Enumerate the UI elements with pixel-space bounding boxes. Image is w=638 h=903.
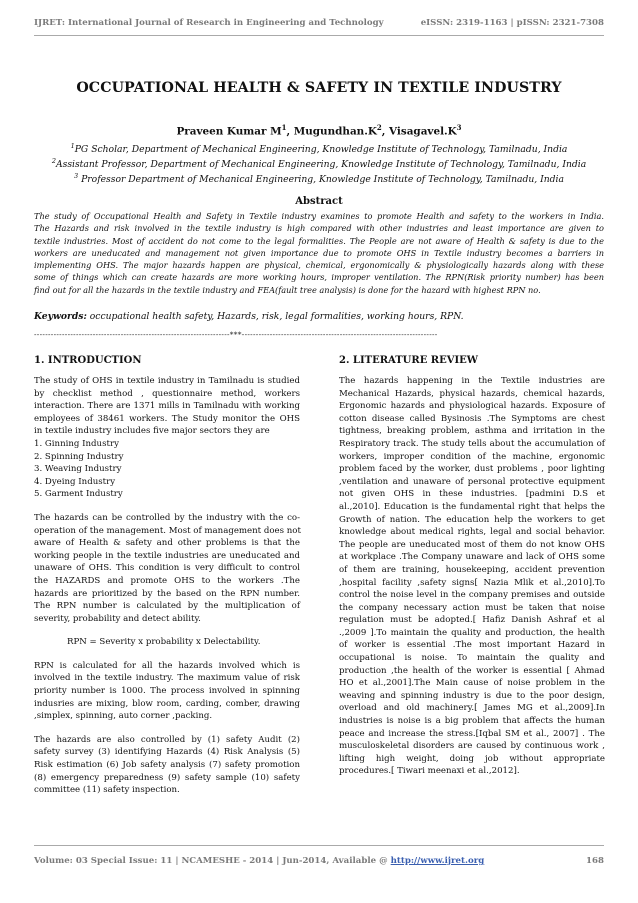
text-line: problem faced by the worker, dust problems , poor lighting	[339, 464, 605, 475]
affiliation-sup: 1	[70, 142, 75, 150]
affiliation-text: Assistant Professor, Department of Mechanical Engineering, Knowledge Institute of Technology, Tamilnadu, India	[55, 159, 587, 171]
text-line: Ergonomic hazards and physiological hazards. Exposure of	[339, 401, 605, 412]
text-line: al.,2010]. Education is the fundamental right that helps the	[339, 501, 605, 512]
text-line: indusries are mixing, blow room, carding, comber, drawing	[34, 698, 300, 709]
introduction-heading: 1. INTRODUCTION	[34, 355, 142, 366]
text-line: Respiratory track. The study tells about the accumulation of	[339, 438, 605, 449]
text-line: working people in the textile industries are uneducated and	[34, 550, 300, 561]
list-item: 3. Weaving Industry	[34, 464, 122, 475]
list-item: 5. Garment Industry	[34, 489, 123, 500]
author-sep: ,	[381, 125, 390, 138]
text-line: .,2009 ].To maintain the quality and production, the health	[339, 627, 605, 638]
right-column	[339, 355, 605, 778]
journal-link[interactable]: http://www.ijret.org	[390, 856, 485, 866]
text-line: employees of 38461 workers. The Study monitor the OHS	[34, 413, 300, 424]
rpn-equation: RPN = Severity x probability x Delectability.	[67, 637, 261, 648]
abstract-line: workers are uneducated and management not given importance due to promote OHS in Textile industry becomes a barriers in	[34, 247, 604, 258]
volume-text: Volume: 03 Special Issue: 11 | NCAMESHE - 2014 | Jun-2014, Available @	[34, 856, 391, 866]
author-name: Praveen Kumar M	[176, 125, 282, 138]
abstract-line: textile industries. Most of accident do not come to the legal formalities. The People are not aware of Health & safety is due to the	[34, 235, 604, 246]
author-sup: 3	[456, 123, 462, 132]
text-line: safety survey (3) identifying Hazards (4) Risk Analysis (5)	[34, 747, 300, 758]
running-footer	[34, 856, 604, 870]
text-line: overload and old machinery.[ James MG et al.,2009].In	[339, 703, 605, 714]
text-line: not given OHS in these industries. [padmini D.S et	[339, 489, 605, 500]
text-line: committee (11) safety inspection.	[34, 785, 180, 796]
text-line: (8) emergency preparedness (9) safety sample (10) safety	[34, 772, 300, 783]
literature-paragraph	[339, 375, 605, 778]
text-line: The study of OHS in textile industry in Tamilnadu is studied	[34, 376, 300, 386]
author-sep: ,	[286, 125, 294, 138]
text-line: tightness, breaking problem, asthma and irritation in the	[339, 426, 605, 437]
section-separator: ----------------------------------------------------------------------***----------------------------------------------------------------------	[34, 330, 438, 339]
text-line: The hazards happening in the Textile industries are	[339, 376, 605, 386]
intro-paragraph-2	[34, 512, 300, 625]
intro-paragraph-4	[34, 734, 300, 797]
text-line: HO et al.,2001].The Main cause of noise problem in the	[339, 678, 605, 689]
text-line: the company necessary action must be taken that noise	[339, 602, 605, 613]
text-line: unaware of OHS. This condition is very difficult to control	[34, 563, 300, 574]
text-line: industries is noise is a big problem that affects the human	[339, 716, 605, 727]
journal-name: IJRET: International Journal of Research in Engineering and Technology	[34, 18, 384, 28]
text-line: operation of the management. Most of management does not	[34, 525, 301, 536]
text-line: knowledge about medical rights, legal and social behavior.	[339, 527, 605, 538]
intro-paragraph-1	[34, 375, 300, 501]
abstract-line: find out for all the hazards in the textile industry and FEA(fault tree analysis) is done for the hazard with highest RPN no.	[34, 284, 541, 295]
text-line: The people are uneducated most of them do not know OHS	[339, 539, 605, 550]
text-line: severity, probability and detect ability.	[34, 613, 201, 624]
text-line: hazards are prioritized by the based on the RPN number.	[34, 588, 300, 599]
abstract-heading: Abstract	[295, 196, 343, 207]
list-item: 2. Spinning Industry	[34, 451, 124, 462]
footer-rule	[34, 845, 604, 846]
list-item: 4. Dyeing Industry	[34, 476, 116, 487]
abstract-body	[34, 210, 604, 296]
author-name: Mugundhan.K	[293, 125, 377, 138]
text-line: involved in the textile industry. The maximum value of risk	[34, 673, 300, 684]
text-line: The RPN number is calculated by the multiplication of	[34, 601, 300, 612]
page-number: 168	[586, 856, 604, 866]
text-line: ,ventilation and unaware of personal protective equipment	[339, 476, 605, 487]
abstract-line: The Hazards and risk involved in the textile industry is high compared with other industries and least importance are given to	[34, 223, 604, 234]
text-line: Growth of nation. The education help the workers to get	[339, 514, 605, 525]
text-line: by checklist method , questionnaire method, workers	[34, 388, 300, 399]
text-line: ,simplex, spinning, auto corner ,packing.	[34, 711, 213, 722]
text-line: Risk estimation (6) Job safety analysis (7) safety promotion	[34, 760, 300, 771]
affiliation-1	[0, 142, 638, 155]
text-line: RPN is calculated for all the hazards involved which is	[34, 660, 300, 671]
text-line: of worker is essential .The most important Hazard in	[339, 640, 605, 651]
text-line: weaving and spinning industry is due to the poor design,	[339, 690, 605, 701]
left-column	[34, 355, 300, 797]
text-line: aware of Health & safety and other problems is that the	[34, 538, 300, 549]
text-line: occupational is noise. To maintain the quality and	[339, 653, 605, 664]
volume-info	[34, 856, 484, 866]
text-line: Mechanical Hazards, physical hazards, chemical hazards,	[339, 388, 605, 399]
intro-paragraph-3	[34, 660, 300, 723]
abstract-line: The study of Occupational Health and Safety in Textile industry examines to promote Health and safety to the workers in India.	[34, 211, 604, 221]
text-line: the HAZARDS and promote OHS to the workers .The	[34, 575, 300, 586]
text-line: lifting high weight, doing job without appropriate	[339, 753, 605, 764]
text-line: workers, improper condition of the machine, ergonomic	[339, 451, 605, 462]
text-line: cotton disease called Bysinosis .The Symptoms are chest	[339, 413, 605, 424]
author-sup: 1	[281, 123, 287, 132]
text-line: musculoskeletal disorders are caused by continuous work ,	[339, 741, 605, 752]
literature-heading: 2. LITERATURE REVIEW	[339, 355, 479, 366]
header-rule	[34, 35, 604, 36]
abstract-line: implementing OHS. The major hazards happen are physical, chemical, ergonomically & physiologically hazards along with these	[34, 260, 604, 271]
affiliation-text: PG Scholar, Department of Mechanical Engineering, Knowledge Institute of Technology, Tamilnadu, India	[74, 144, 568, 156]
text-line: interaction. There are 1371 mills in Tamilnadu with working	[34, 401, 300, 412]
text-line: of them are training, housekeeping, accident prevention	[339, 564, 605, 575]
affiliation-text: Professor Department of Mechanical Engineering, Knowledge Institute of Technology, Tamilnadu, India	[78, 174, 564, 186]
list-item: 1. Ginning Industry	[34, 438, 119, 449]
keywords	[34, 311, 464, 322]
author-name: Visagavel.K	[389, 125, 457, 138]
text-line: regulation must be adopted.[ Hafiz Danish Ashraf et al	[339, 615, 605, 626]
text-line: procedures.[ Tiwari meenaxi et al.,2012].	[339, 766, 520, 777]
keywords-text: occupational health safety, Hazards, risk, legal formalities, working hours, RPN.	[86, 311, 464, 322]
keywords-label: Keywords:	[34, 311, 87, 322]
text-line: priority number is 1000. The process involved in spinning	[34, 686, 300, 697]
affiliation-sup: 2	[51, 157, 56, 165]
affiliation-sup: 3	[74, 172, 79, 180]
paper-title: OCCUPATIONAL HEALTH & SAFETY IN TEXTILE INDUSTRY	[76, 80, 562, 96]
text-line: production ,the health of the worker is essential [ Ahmad	[339, 665, 605, 676]
running-header	[34, 18, 604, 32]
issn-info: eISSN: 2319-1163 | pISSN: 2321-7308	[420, 18, 604, 28]
text-line: The hazards can be controlled by the industry with the co-	[34, 512, 300, 523]
text-line: ,hospital facility ,safety signs[ Nazia Mlik et al.,2010].To	[339, 577, 605, 588]
affiliation-2	[0, 157, 638, 170]
text-line: The hazards are also controlled by (1) safety Audit (2)	[34, 734, 300, 745]
author-list	[0, 123, 638, 137]
text-line: control the noise level in the company premises and outside	[339, 590, 605, 601]
text-line: peace and increase the stress.[Iqbal SM et al., 2007] . The	[339, 728, 605, 739]
text-line: at workplace .The Company unaware and lack of OHS some	[339, 552, 605, 563]
author-sup: 2	[376, 123, 382, 132]
affiliation-3	[0, 172, 638, 185]
text-line: in textile industry includes five major sectors they are	[34, 426, 270, 437]
abstract-line: some of things which can create hazards are more working hours, improper ventilation. The RPN(Risk priority number) has been	[34, 272, 604, 283]
